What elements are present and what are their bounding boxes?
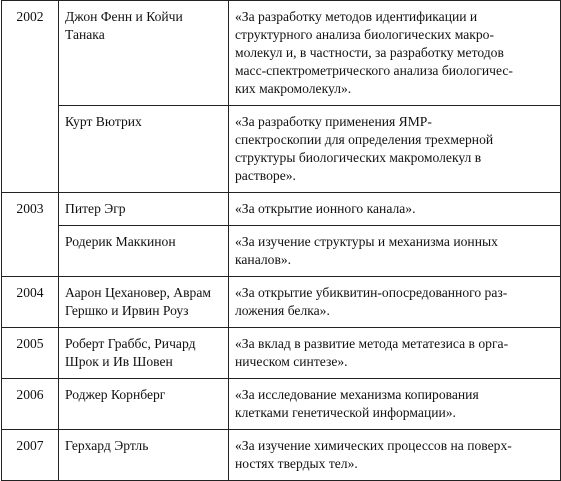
year-cell: 2004 [2,277,59,328]
citation-line: клетками генетической информации». [235,405,456,420]
citation-cell [229,106,561,193]
laureate-name-line: Герхард Эртль [65,438,149,453]
laureate-name-line: Аарон Цехановер, Аврам [65,285,211,300]
laureate-name-cell [59,1,229,106]
laureate-name-line: Джон Фенн и Койчи [65,9,183,24]
laureate-name-cell [59,193,229,226]
laureate-name-cell [59,226,229,277]
citation-line: ложения белка». [235,303,330,318]
citation-line: структурного анализа биологических макро- [235,27,494,42]
citation-cell [229,193,561,226]
year-cell: 2003 [2,193,59,277]
laureate-name-line: Роберт Граббс, Ричард [65,336,196,351]
laureate-name-line: Курт Вютрих [65,114,142,129]
table-row [2,193,561,226]
year-cell: 2005 [2,328,59,379]
laureate-name-cell [59,379,229,430]
nobel-chemistry-table [1,0,561,481]
year-cell: 2006 [2,379,59,430]
table-row [2,1,561,106]
citation-line: «За вклад в развитие метода метатезиса в орга- [235,336,509,351]
citation-line: растворе». [235,168,296,183]
table-row [2,226,561,277]
year-cell: 2007 [2,430,59,481]
citation-line: «За разработку применения ЯМР- [235,114,432,129]
laureate-name-line: Питер Эгр [65,201,126,216]
citation-line: ническом синтезе». [235,354,348,369]
laureate-name-line: Гершко и Ирвин Роуз [65,303,189,318]
citation-cell [229,379,561,430]
citation-cell [229,277,561,328]
laureate-name-cell [59,106,229,193]
laureate-name-line: Шрок и Ив Шовен [65,354,173,369]
citation-line: молекул и, в частности, за разработку методов [235,45,504,60]
citation-line: каналов». [235,252,292,267]
citation-line: «За исследование механизма копирования [235,387,479,402]
citation-line: «За разработку методов идентификации и [235,9,478,24]
citation-line: масс-спектрометрического анализа биологичес- [235,63,513,78]
table-row [2,106,561,193]
citation-cell [229,1,561,106]
citation-line: ностях твердых тел». [235,456,358,471]
citation-line: ких макромолекул». [235,81,352,96]
citation-line: «За изучение структуры и механизма ионных [235,234,498,249]
citation-line: структуры биологических макромолекул в [235,150,482,165]
citation-line: «За изучение химических процессов на поверх- [235,438,512,453]
table-row [2,328,561,379]
citation-cell [229,328,561,379]
laureate-name-line: Роджер Корнберг [65,387,166,402]
citation-line: «За открытие ионного канала». [235,201,416,216]
year-cell: 2002 [2,1,59,193]
table-row [2,379,561,430]
laureate-name-line: Танака [65,27,105,42]
citation-cell [229,226,561,277]
table-row [2,277,561,328]
laureate-name-cell [59,277,229,328]
citation-line: спектроскопии для определения трехмерной [235,132,494,147]
laureate-name-line: Родерик Маккинон [65,234,176,249]
citation-line: «За открытие убиквитин-опосредованного раз- [235,285,508,300]
laureate-name-cell [59,328,229,379]
table-body [2,1,561,481]
